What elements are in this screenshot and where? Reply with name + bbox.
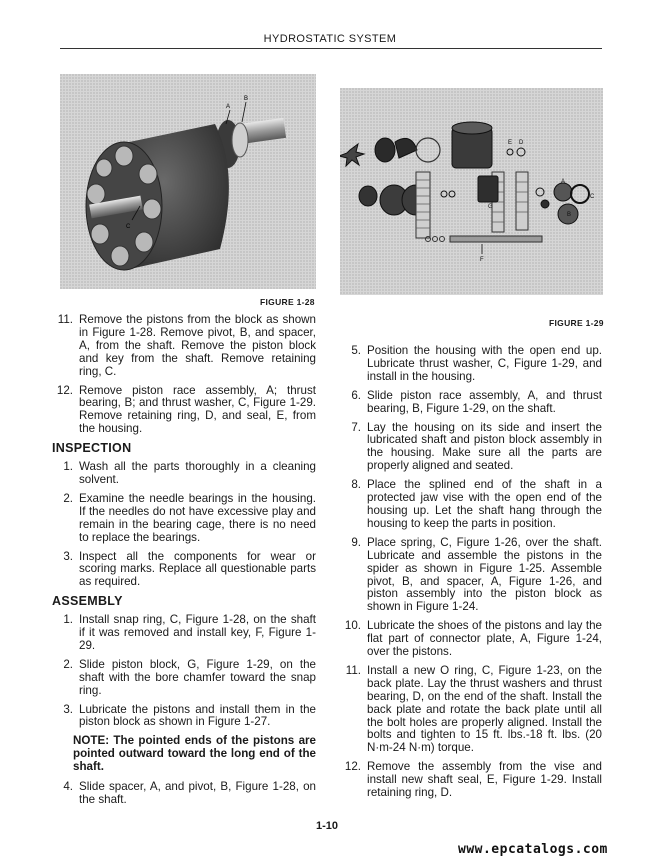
header-rule (60, 48, 602, 49)
label-g: G (488, 204, 493, 210)
label-a: A (226, 104, 231, 110)
list-item: 5. Position the housing with the open end up. Lubricate thrust washer, C, Figure 1-29, and install in the housing. (351, 344, 602, 383)
list-item: 2. Slide piston block, G, Figure 1-29, on the shaft with the bore chamfer toward the snap ring. (63, 657, 316, 697)
label-b: B (244, 96, 249, 102)
list-item: 9. Place spring, C, Figure 1-26, over the shaft. Lubricate and assemble the pistons in the spider as shown in Figure 1-25. Assemble pivot, B, and spacer, A, Figure 1-26, and piston assembly into the piston block as shown in Figure 1-24. (351, 535, 602, 614)
list-item: 12. Remove piston race assembly, A; thrust bearing, B; and thrust washer, C, Figure 1-29. Remove retaining ring, D, and seal, E, from the housing. (56, 383, 316, 436)
left-column (52, 314, 316, 813)
list-item: 3. Lubricate the pistons and install them in the piston block as shown in Figure 1-27. (63, 702, 316, 729)
assembly-heading: ASSEMBLY (52, 594, 123, 609)
inspection-heading: INSPECTION (52, 441, 132, 456)
label-b-29: B (567, 212, 572, 218)
list-item: 11. Install a new O ring, C, Figure 1-23, on the back plate. Lay the thrust washers and thrust bearing, D, on the end of the shaft. Install the back plate and rotate the back plate until all the bolt holes are properly aligned. Install the bolts and tighten to 15 ft. lbs.-18 ft. lbs. (20 N·m-24 N·m) torque. (345, 663, 602, 755)
figure-1-29-caption: FIGURE 1-29 (549, 318, 604, 328)
label-c-29: C (590, 194, 595, 200)
exploded-parts-illustration (340, 88, 603, 295)
header-title: HYDROSTATIC SYSTEM (263, 33, 397, 45)
list-item: 12. Remove the assembly from the vise and install new shaft seal, E, Figure 1-29. Install retaining ring, D. (344, 760, 602, 800)
figure-1-29-photo (340, 88, 603, 295)
figure-1-28-photo (60, 74, 316, 289)
piston-block-illustration (60, 74, 316, 289)
list-item: 1. Wash all the parts thoroughly in a cleaning solvent. (63, 460, 316, 486)
assembly-note: NOTE: The pointed ends of the pistons are pointed outward toward the long end of the shaft. (73, 734, 316, 774)
figure-1-28-caption: FIGURE 1-28 (260, 297, 315, 307)
right-column (340, 345, 602, 806)
label-f: F (480, 257, 484, 263)
list-item: 4. Slide spacer, A, and pivot, B, Figure 1-28, on the shaft. (63, 780, 316, 806)
label-d: D (519, 140, 524, 146)
list-item: 1. Install snap ring, C, Figure 1-28, on the shaft if it was removed and install key, F, Figure 1-29. (63, 613, 316, 652)
list-item: 3. Inspect all the components for wear or scoring marks. Replace all questionable parts as required. (63, 549, 316, 589)
list-item: 6. Slide piston race assembly, A, and thrust bearing, B, Figure 1-29, on the shaft. (351, 388, 602, 415)
label-a-29: A (561, 179, 566, 185)
list-item: 8. Place the splined end of the shaft in a protected jaw vise with the open end of the housing up. Let the shaft hang through the housing to keep the parts in position. (351, 478, 602, 530)
list-item: 10. Lubricate the shoes of the pistons and lay the flat part of connector plate, A, Figure 1-24, over the pistons. (344, 619, 602, 659)
watermark: www.epcatalogs.com (458, 842, 608, 857)
list-item: 11. Remove the pistons from the block as shown in Figure 1-28. Remove pivot, B, and spacer, A, from the shaft. Remove the piston block and key from the shaft. Remove retaining ring, C. (57, 313, 316, 378)
label-c: C (126, 224, 131, 230)
list-item: 2. Examine the needle bearings in the housing. If the needles do not have excessive play and remain in the bearing cage, there is no need to replace the bearings. (63, 491, 316, 544)
pivot (232, 123, 248, 157)
list-item: 7. Lay the housing on its side and insert the lubricated shaft and piston block assembly in the housing. Make sure all the parts are properly aligned and seated. (351, 420, 602, 473)
label-e: E (508, 140, 513, 146)
page-number: 1-10 (316, 820, 339, 832)
